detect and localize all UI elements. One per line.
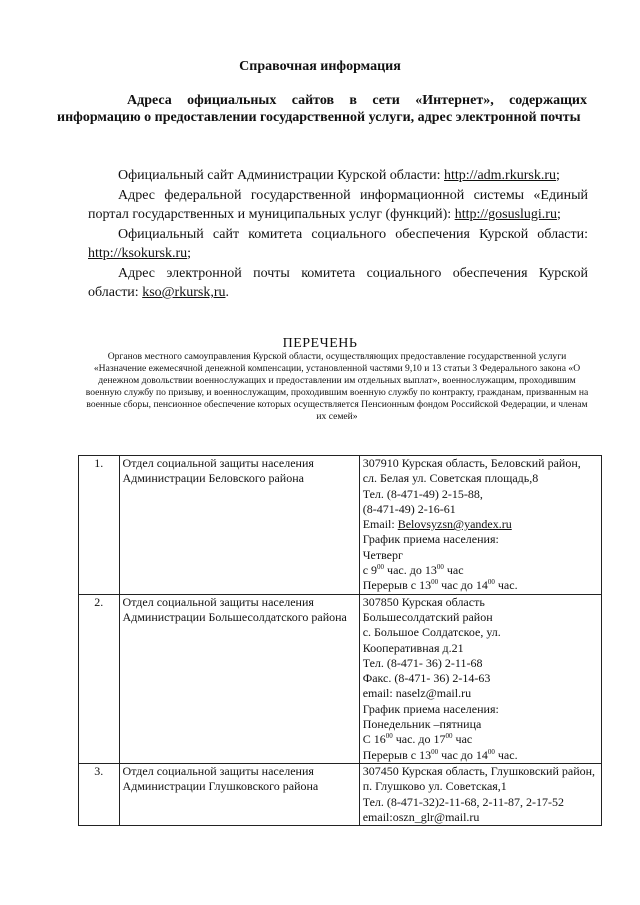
list-description: Органов местного самоуправления Курской области, осуществляющих предоставление государственной услуги «Назначение ежемесячной денежной компенсации, установленной частями 9,10 и 13 статьи 3 Федерального закона «О денежном довольствии военнослужащих и предоставлении им отдельных выплат», военнослужащим, проходившим военную службу по призыву, и военнослужащим, проходившим военную службу по контракту, гражданам, призванным на военные сборы, пенсионное обеспечение которых осуществляется Пенсионным фондом Российской Федерации, и членам их семей» bbox=[85, 351, 589, 422]
row-number: 3. bbox=[79, 763, 120, 825]
row-number: 1. bbox=[79, 456, 120, 595]
schedule-label: График приема населения: bbox=[362, 532, 499, 547]
fax: Факс. (8-471- 36) 2-14-63 bbox=[362, 671, 491, 686]
phone: Тел. (8-471-32)2-11-68, 2-11-87, 2-17-52 bbox=[362, 794, 564, 809]
address: 307910 Курская область, Беловский район, сл. Белая ул. Советская площадь,8 bbox=[362, 456, 581, 486]
organization-contacts bbox=[359, 594, 601, 763]
organizations-table bbox=[78, 455, 602, 826]
schedule-label: График приема населения: bbox=[362, 701, 499, 716]
page-title: Справочная информация bbox=[239, 59, 401, 74]
info-block bbox=[88, 166, 588, 303]
phone: (8-471-49) 2-16-61 bbox=[362, 501, 456, 516]
schedule-days: Понедельник –пятница bbox=[362, 717, 482, 732]
address-line: 307850 Курская область bbox=[362, 594, 485, 609]
email-line: Email: Belovsyzsn@yandex.ru bbox=[362, 517, 512, 532]
table-row bbox=[79, 763, 602, 825]
schedule-break: Перерыв с $13^{00}$ час до $14^{00}$ час. bbox=[362, 578, 518, 593]
kso-site-link[interactable]: http://ksokursk.ru bbox=[88, 246, 188, 261]
gosuslugi-link[interactable]: http://gosuslugi.ru bbox=[454, 207, 557, 222]
table-row bbox=[79, 594, 602, 763]
organization-name: Отдел социальной защиты населения Администрации Глушковского района bbox=[119, 763, 359, 825]
address-line: с. Большое Солдатское, ул. bbox=[362, 625, 501, 640]
info-line-gosuslugi: Адрес федеральной государственной информационной системы «Единый портал государственных и муниципальных услуг (функций): http://gosuslugi.ru; bbox=[88, 187, 588, 222]
organization-contacts bbox=[359, 456, 601, 595]
schedule-hours: С $16^{00}$ час. до $17^{00}$ час bbox=[362, 732, 473, 747]
email-line: email:oszn_glr@mail.ru bbox=[362, 809, 480, 824]
table-row bbox=[79, 456, 602, 595]
info-line-kso-email: Адрес электронной почты комитета социального обеспечения Курской области: kso@rkursk,ru. bbox=[88, 265, 588, 300]
info-line-admin-site: Официальный сайт Администрации Курской области: http://adm.rkursk.ru; bbox=[118, 168, 560, 183]
list-title: ПЕРЕЧЕНЬ bbox=[282, 336, 358, 351]
organization-contacts bbox=[359, 763, 601, 825]
info-line-kso-site: Официальный сайт комитета социального обеспечения Курской области: http://ksokursk.ru; bbox=[88, 226, 588, 261]
email-line: email: naselz@mail.ru bbox=[362, 686, 472, 701]
organization-name: Отдел социальной защиты населения Администрации Беловского района bbox=[119, 456, 359, 595]
row-number: 2. bbox=[79, 594, 120, 763]
address-line: Большесолдатский район bbox=[362, 609, 493, 624]
schedule-days: Четверг bbox=[362, 547, 403, 562]
section-subtitle: Адреса официальных сайтов в сети «Интернет», содержащих информацию о предоставлении государственной услуги, адрес электронной почты bbox=[57, 93, 587, 125]
email-link[interactable]: Belovsyzsn@yandex.ru bbox=[397, 517, 512, 532]
schedule-break: Перерыв с $13^{00}$ час до $14^{00}$ час. bbox=[362, 747, 518, 762]
phone: Тел. (8-471-49) 2-15-88, bbox=[362, 486, 483, 501]
kso-email-link[interactable]: kso@rkursk,ru bbox=[142, 285, 226, 300]
admin-site-link[interactable]: http://adm.rkursk.ru bbox=[444, 168, 556, 183]
address: 307450 Курская область, Глушковский район, п. Глушково ул. Советская,1 bbox=[362, 763, 596, 794]
schedule-hours: с $9^{00}$ час. до $13^{00}$ час bbox=[362, 563, 464, 578]
address-line: Кооперативная д.21 bbox=[362, 640, 464, 655]
organization-name: Отдел социальной защиты населения Администрации Большесолдатского района bbox=[119, 594, 359, 763]
phone: Тел. (8-471- 36) 2-11-68 bbox=[362, 655, 483, 670]
